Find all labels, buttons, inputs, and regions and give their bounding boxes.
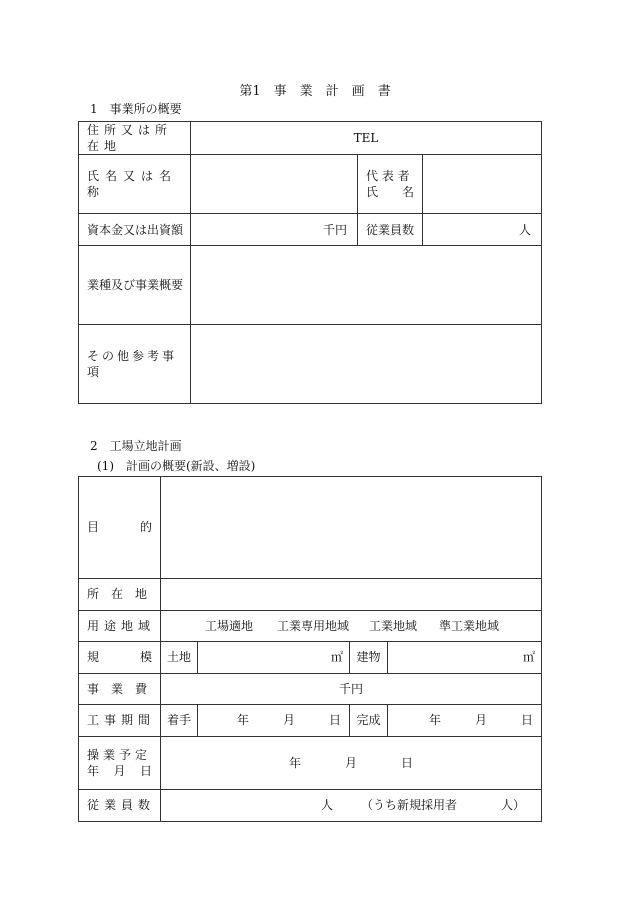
land-unit: ㎡ [330,650,343,665]
operation-date-field[interactable] [161,737,542,790]
cost-label: 事 業 費 [87,681,148,696]
start-label-cell [161,705,198,737]
operation-month-unit: 月 [344,755,357,770]
employees-field[interactable] [423,214,542,246]
location-label: 所 在 地 [87,587,148,602]
name-field[interactable] [191,155,358,214]
zone-option-2[interactable]: 工業専用地域 [277,618,350,633]
land-label-cell [161,642,198,674]
business-label-cell [79,246,191,325]
operation-label-cell [79,737,161,790]
other-field[interactable] [191,325,542,404]
staff-note-open: （うち新規採用者 [361,798,458,813]
location-label-cell [79,579,161,611]
other-label-cell [79,325,191,404]
section2-heading: 2 工場立地計画 [90,439,182,453]
business-label: 業種及び事業概要 [87,278,184,293]
purpose-label-cell [79,477,161,579]
start-date-field[interactable] [198,705,350,737]
purpose-field[interactable] [161,477,542,579]
purpose-label-2: 的 [139,520,152,535]
address-label-cell [79,122,191,155]
scale-label-1: 規 [87,650,100,665]
operation-label-year: 年 [87,764,100,778]
representative-label-1: 代 表 者 [366,169,410,184]
complete-date-field[interactable] [388,705,542,737]
operation-day-unit: 日 [401,755,414,770]
period-label: 工事期間 [87,713,156,728]
land-field[interactable] [198,642,350,674]
section2-subheading: (1) 計画の概要(新設、増設) [97,459,256,473]
cost-label-cell [79,674,161,705]
staff-label-cell [79,790,161,822]
tel-label: TEL [353,131,379,146]
building-label: 建物 [356,650,381,665]
capital-label-cell [79,214,191,246]
cost-unit: 千円 [338,681,363,696]
staff-field[interactable] [161,790,542,822]
name-label-cell [79,155,191,214]
business-field[interactable] [191,246,542,325]
business-overview-table [78,121,542,404]
period-label-cell [79,705,161,737]
location-field[interactable] [161,579,542,611]
start-month-unit: 月 [282,713,295,728]
operation-label-1: 操業予定 [87,747,152,762]
operation-year-unit: 年 [288,755,301,770]
cost-field[interactable] [161,674,542,705]
zone-option-1[interactable]: 工場適地 [205,618,254,633]
complete-label: 完成 [356,713,381,728]
name-label: 氏名又は名称 [87,169,178,200]
address-label: 住所又は所在地 [87,123,173,154]
complete-month-unit: 月 [474,713,487,728]
representative-label-2: 氏 名 [366,185,415,200]
zone-label-cell [79,611,161,642]
staff-unit: 人 [321,798,334,813]
employees-label-cell [358,214,423,246]
plan-overview-table [78,476,542,822]
employees-label: 従業員数 [366,222,415,237]
zone-option-4[interactable]: 準工業地域 [439,618,500,633]
land-label: 土地 [166,650,191,665]
zone-label: 用途地域 [87,618,156,633]
complete-year-unit: 年 [428,713,441,728]
start-day-unit: 日 [328,713,341,728]
staff-note-close: 人） [501,798,526,813]
capital-unit: 千円 [322,222,347,237]
address-field[interactable] [191,122,542,155]
operation-label-month: 月 [113,764,126,778]
capital-field[interactable] [191,214,358,246]
section1-heading: 1 事業所の概要 [90,102,182,116]
employees-unit: 人 [518,222,531,237]
building-unit: ㎡ [522,650,535,665]
other-label: その他参考事項 [87,349,178,380]
operation-label-day: 日 [139,764,152,778]
scale-label-cell [79,642,161,674]
capital-label: 資本金又は出資額 [87,222,184,237]
scale-label-2: 模 [139,650,152,665]
complete-label-cell [350,705,388,737]
building-label-cell [350,642,388,674]
representative-field[interactable] [423,155,542,214]
start-label: 着手 [166,713,191,728]
building-field[interactable] [388,642,542,674]
zone-option-3[interactable]: 工業地域 [369,618,418,633]
complete-day-unit: 日 [520,713,533,728]
zone-options-cell [161,611,542,642]
purpose-label-1: 目 [87,520,100,535]
start-year-unit: 年 [236,713,249,728]
staff-label: 従業員数 [87,798,156,813]
representative-label-cell [358,155,423,214]
document-title: 第1 事 業 計 画 書 [239,84,391,99]
